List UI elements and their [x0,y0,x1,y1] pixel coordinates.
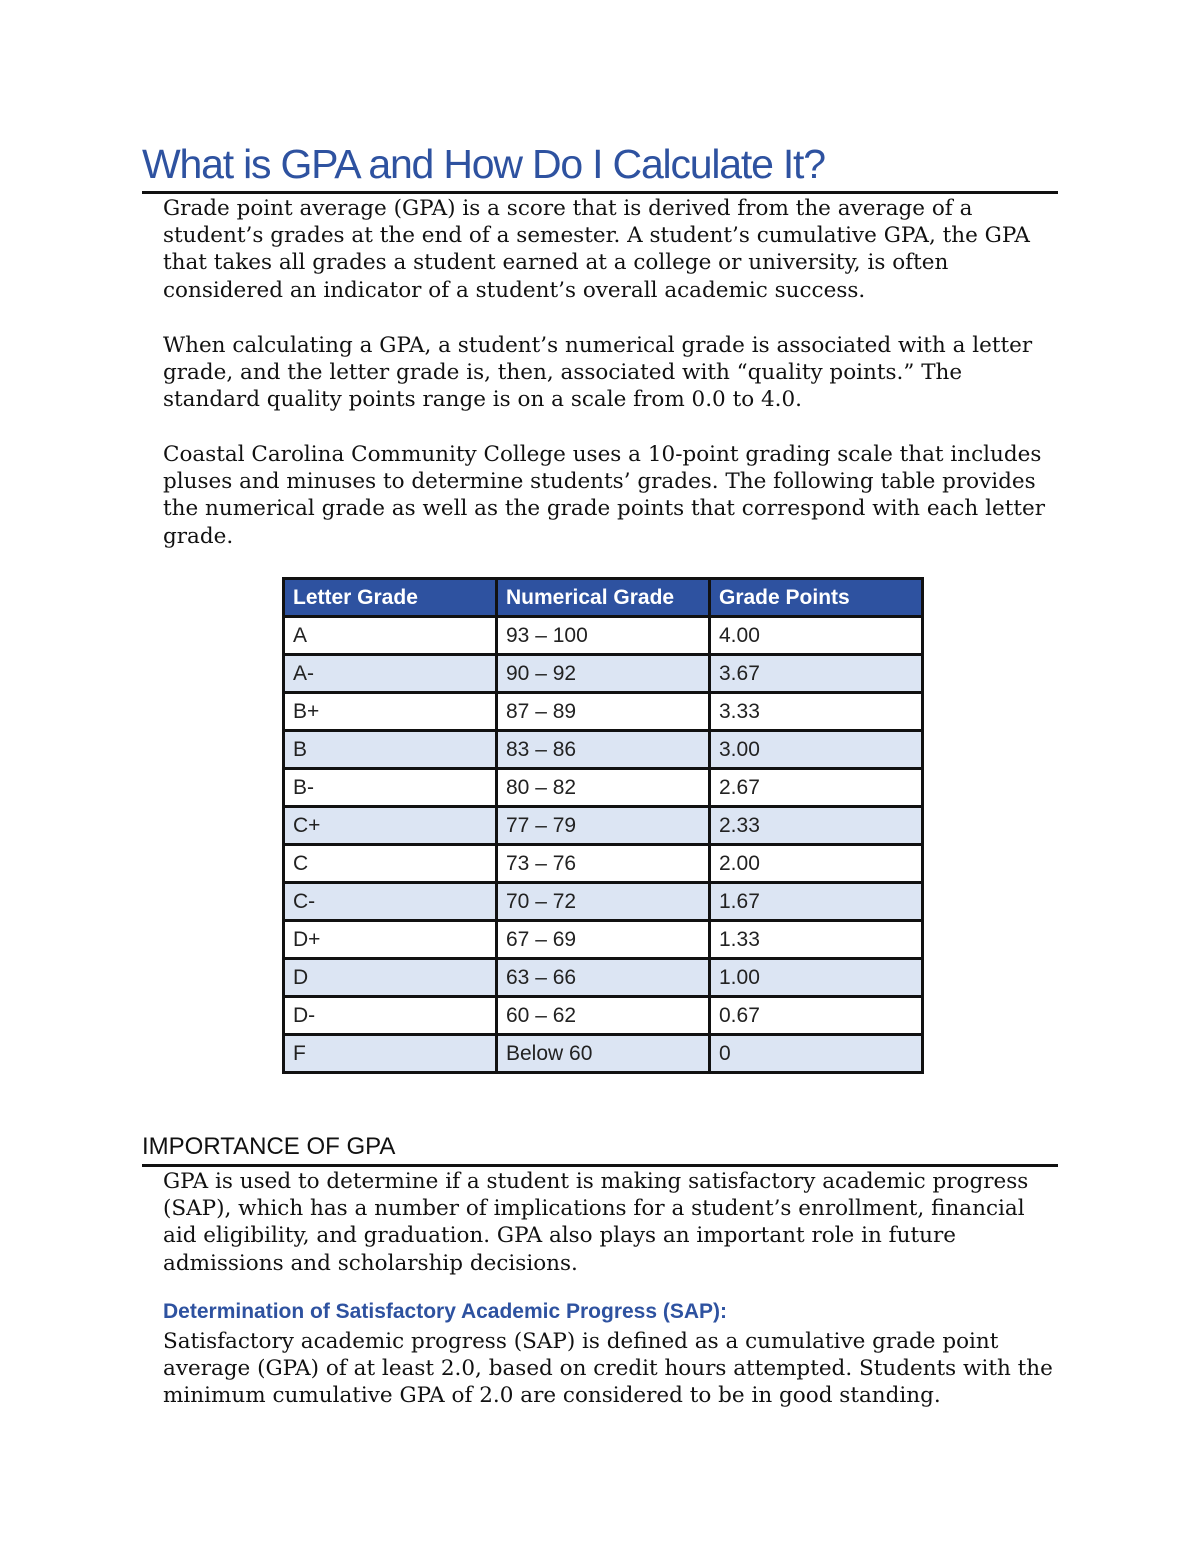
grade-table-header-row [284,579,923,617]
grade-points-cell: 2.00 [710,845,923,883]
header-numerical-grade: Numerical Grade [497,579,710,617]
letter-grade-cell: C [284,845,497,883]
numerical-grade-cell: 93 – 100 [497,617,710,655]
table-row [284,959,923,997]
letter-grade-cell: C- [284,883,497,921]
numerical-grade-cell: 73 – 76 [497,845,710,883]
letter-grade-cell: B [284,731,497,769]
intro-paragraph-2: When calculating a GPA, a student’s numerical grade is associated with a letter grade, and the letter grade is, then, associated with “quality points.” The standard quality points range is on a scale from 0.0 to 4.0. [163,333,1033,413]
sap-heading: Determination of Satisfactory Academic Progress (SAP): [163,1300,728,1323]
numerical-grade-cell: 77 – 79 [497,807,710,845]
table-row [284,693,923,731]
grade-points-cell: 0 [710,1035,923,1073]
numerical-grade-cell: 63 – 66 [497,959,710,997]
grade-table [282,577,924,1074]
grade-points-cell: 3.67 [710,655,923,693]
importance-heading: IMPORTANCE OF GPA [142,1133,396,1160]
numerical-grade-cell: Below 60 [497,1035,710,1073]
grade-points-cell: 2.33 [710,807,923,845]
numerical-grade-cell: 67 – 69 [497,921,710,959]
letter-grade-cell: A [284,617,497,655]
letter-grade-cell: B- [284,769,497,807]
letter-grade-cell: D+ [284,921,497,959]
intro-paragraph-3: Coastal Carolina Community College uses a 10-point grading scale that includes pluses and minuses to determine students’ grades. The following table provides the numerical grade as well as the grade points that correspond with each letter grade. [163,442,1045,549]
intro-paragraph-1: Grade point average (GPA) is a score that is derived from the average of a student’s grades at the end of a semester. A student’s cumulative GPA, the GPA that takes all grades a student earned at a college or university, is often considered an indicator of a student’s overall academic success. [163,196,1030,303]
table-row [284,655,923,693]
letter-grade-cell: C+ [284,807,497,845]
table-row [284,883,923,921]
header-grade-points: Grade Points [710,579,923,617]
numerical-grade-cell: 90 – 92 [497,655,710,693]
importance-paragraph: GPA is used to determine if a student is making satisfactory academic progress (SAP), which has a number of implications for a student’s enrollment, financial aid eligibility, and graduation. GPA also plays an important role in future admissions and scholarship decisions. [163,1169,1029,1276]
letter-grade-cell: B+ [284,693,497,731]
numerical-grade-cell: 83 – 86 [497,731,710,769]
letter-grade-cell: D- [284,997,497,1035]
table-row [284,769,923,807]
grade-points-cell: 1.00 [710,959,923,997]
table-row [284,997,923,1035]
numerical-grade-cell: 87 – 89 [497,693,710,731]
table-row [284,845,923,883]
page-title: What is GPA and How Do I Calculate It? [142,141,825,187]
grade-points-cell: 3.33 [710,693,923,731]
table-row [284,731,923,769]
header-letter-grade: Letter Grade [284,579,497,617]
grade-points-cell: 3.00 [710,731,923,769]
numerical-grade-cell: 80 – 82 [497,769,710,807]
numerical-grade-cell: 60 – 62 [497,997,710,1035]
grade-points-cell: 1.33 [710,921,923,959]
grade-points-cell: 0.67 [710,997,923,1035]
letter-grade-cell: D [284,959,497,997]
grade-points-cell: 1.67 [710,883,923,921]
sap-paragraph: Satisfactory academic progress (SAP) is defined as a cumulative grade point average (GPA) of at least 2.0, based on credit hours attempted. Students with the minimum cumulative GPA of 2.0 are considered to be in good standing. [163,1329,1053,1409]
letter-grade-cell: A- [284,655,497,693]
table-row [284,807,923,845]
title-divider [142,191,1058,194]
grade-points-cell: 4.00 [710,617,923,655]
importance-divider [142,1164,1058,1167]
letter-grade-cell: F [284,1035,497,1073]
table-row [284,921,923,959]
table-row [284,617,923,655]
table-row [284,1035,923,1073]
grade-points-cell: 2.67 [710,769,923,807]
numerical-grade-cell: 70 – 72 [497,883,710,921]
